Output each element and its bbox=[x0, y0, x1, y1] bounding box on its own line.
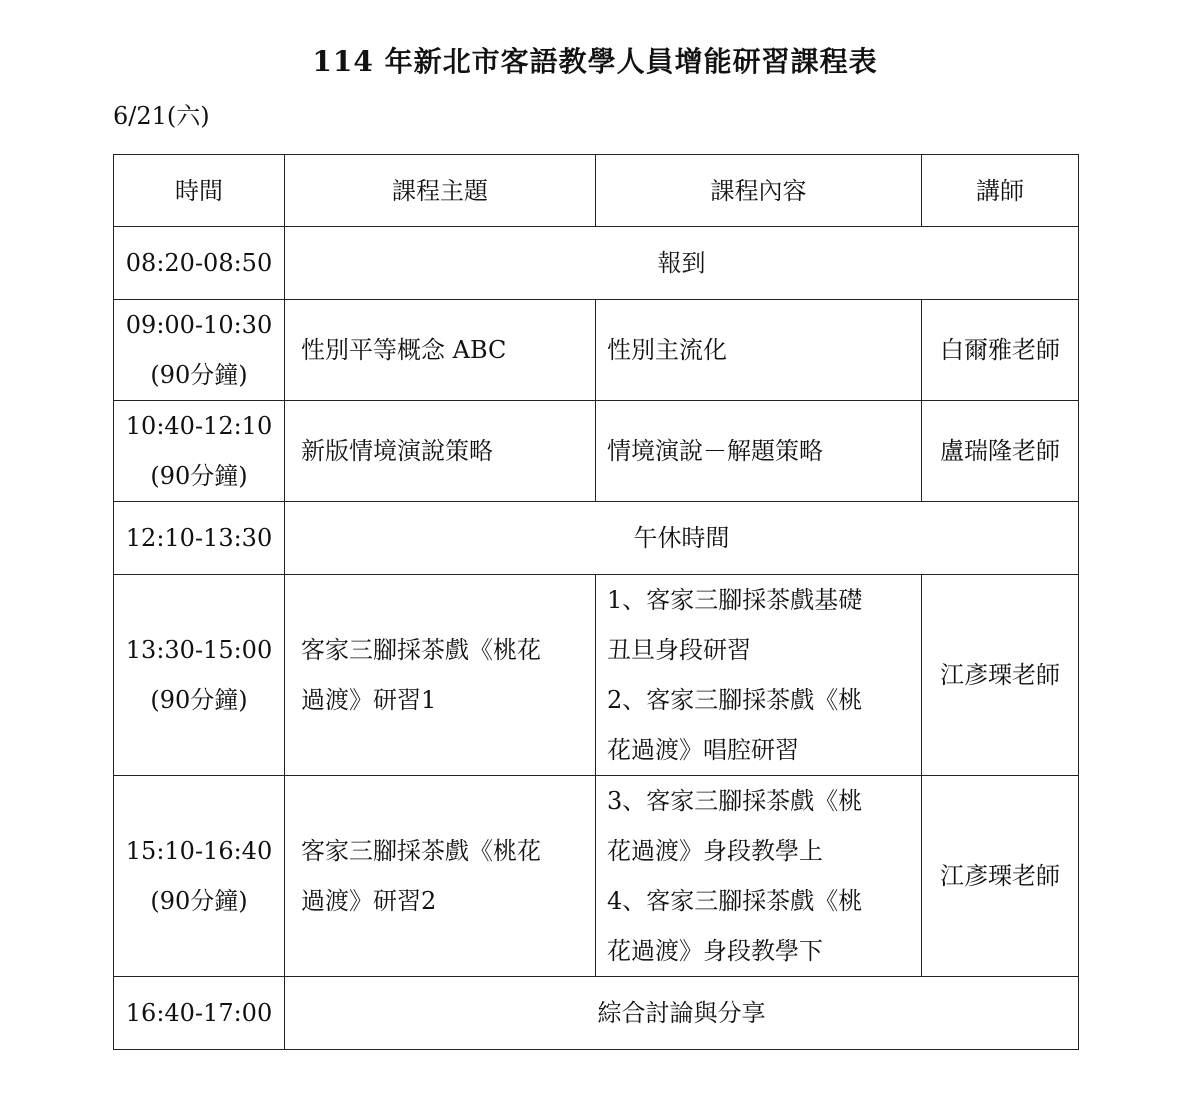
time-cell bbox=[114, 300, 285, 401]
time-cell bbox=[114, 401, 285, 502]
topic-cell bbox=[285, 776, 596, 977]
content-line: 2、客家三腳採茶戲《桃 bbox=[607, 686, 863, 714]
merged-activity-cell: 報到 bbox=[285, 227, 1079, 300]
duration: (90分鐘) bbox=[150, 686, 248, 714]
time-range: 10:40-12:10 bbox=[125, 412, 273, 440]
content-cell: 性別主流化 bbox=[596, 300, 922, 401]
teacher-cell: 江彥瑮老師 bbox=[922, 776, 1079, 977]
table-row bbox=[114, 776, 1079, 977]
topic-line: 過渡》研習1 bbox=[301, 686, 437, 714]
table-row bbox=[114, 502, 1079, 575]
topic-cell bbox=[285, 575, 596, 776]
time-range: 15:10-16:40 bbox=[125, 837, 273, 865]
header-content: 課程內容 bbox=[596, 155, 922, 227]
document-title: 114 年新北市客語教學人員增能研習課程表 bbox=[312, 45, 878, 78]
topic-cell: 新版情境演說策略 bbox=[285, 401, 596, 502]
table-row bbox=[114, 575, 1079, 776]
topic-line: 客家三腳採茶戲《桃花 bbox=[301, 837, 541, 865]
topic-line: 過渡》研習2 bbox=[301, 887, 437, 915]
schedule-table bbox=[113, 154, 1079, 1050]
merged-activity-cell: 午休時間 bbox=[285, 502, 1079, 575]
header-teacher: 講師 bbox=[922, 155, 1079, 227]
content-line: 花過渡》唱腔研習 bbox=[607, 736, 799, 764]
schedule-date: 6/21(六) bbox=[113, 102, 210, 130]
table-row bbox=[114, 401, 1079, 502]
time-cell: 16:40-17:00 bbox=[114, 977, 285, 1050]
content-cell: 情境演說－解題策略 bbox=[596, 401, 922, 502]
content-line: 花過渡》身段教學下 bbox=[607, 937, 823, 965]
merged-activity-cell: 綜合討論與分享 bbox=[285, 977, 1079, 1050]
time-range: 13:30-15:00 bbox=[125, 636, 273, 664]
duration: (90分鐘) bbox=[150, 361, 248, 389]
content-line: 花過渡》身段教學上 bbox=[607, 837, 823, 865]
time-cell: 12:10-13:30 bbox=[114, 502, 285, 575]
time-cell bbox=[114, 776, 285, 977]
content-line: 1、客家三腳採茶戲基礎 bbox=[607, 586, 863, 614]
topic-line: 客家三腳採茶戲《桃花 bbox=[301, 636, 541, 664]
teacher-cell: 盧瑞隆老師 bbox=[922, 401, 1079, 502]
teacher-cell: 白爾雅老師 bbox=[922, 300, 1079, 401]
content-line: 丑旦身段研習 bbox=[607, 636, 751, 664]
table-row bbox=[114, 977, 1079, 1050]
header-topic: 課程主題 bbox=[285, 155, 596, 227]
topic-cell: 性別平等概念 ABC bbox=[285, 300, 596, 401]
duration: (90分鐘) bbox=[150, 462, 248, 490]
table-row bbox=[114, 300, 1079, 401]
content-line: 4、客家三腳採茶戲《桃 bbox=[607, 887, 863, 915]
teacher-cell: 江彥瑮老師 bbox=[922, 575, 1079, 776]
table-row bbox=[114, 227, 1079, 300]
time-cell: 08:20-08:50 bbox=[114, 227, 285, 300]
content-line: 3、客家三腳採茶戲《桃 bbox=[607, 787, 863, 815]
content-cell bbox=[596, 575, 922, 776]
header-time: 時間 bbox=[114, 155, 285, 227]
table-header-row bbox=[114, 155, 1079, 227]
duration: (90分鐘) bbox=[150, 887, 248, 915]
time-cell bbox=[114, 575, 285, 776]
content-cell bbox=[596, 776, 922, 977]
time-range: 09:00-10:30 bbox=[125, 311, 273, 339]
